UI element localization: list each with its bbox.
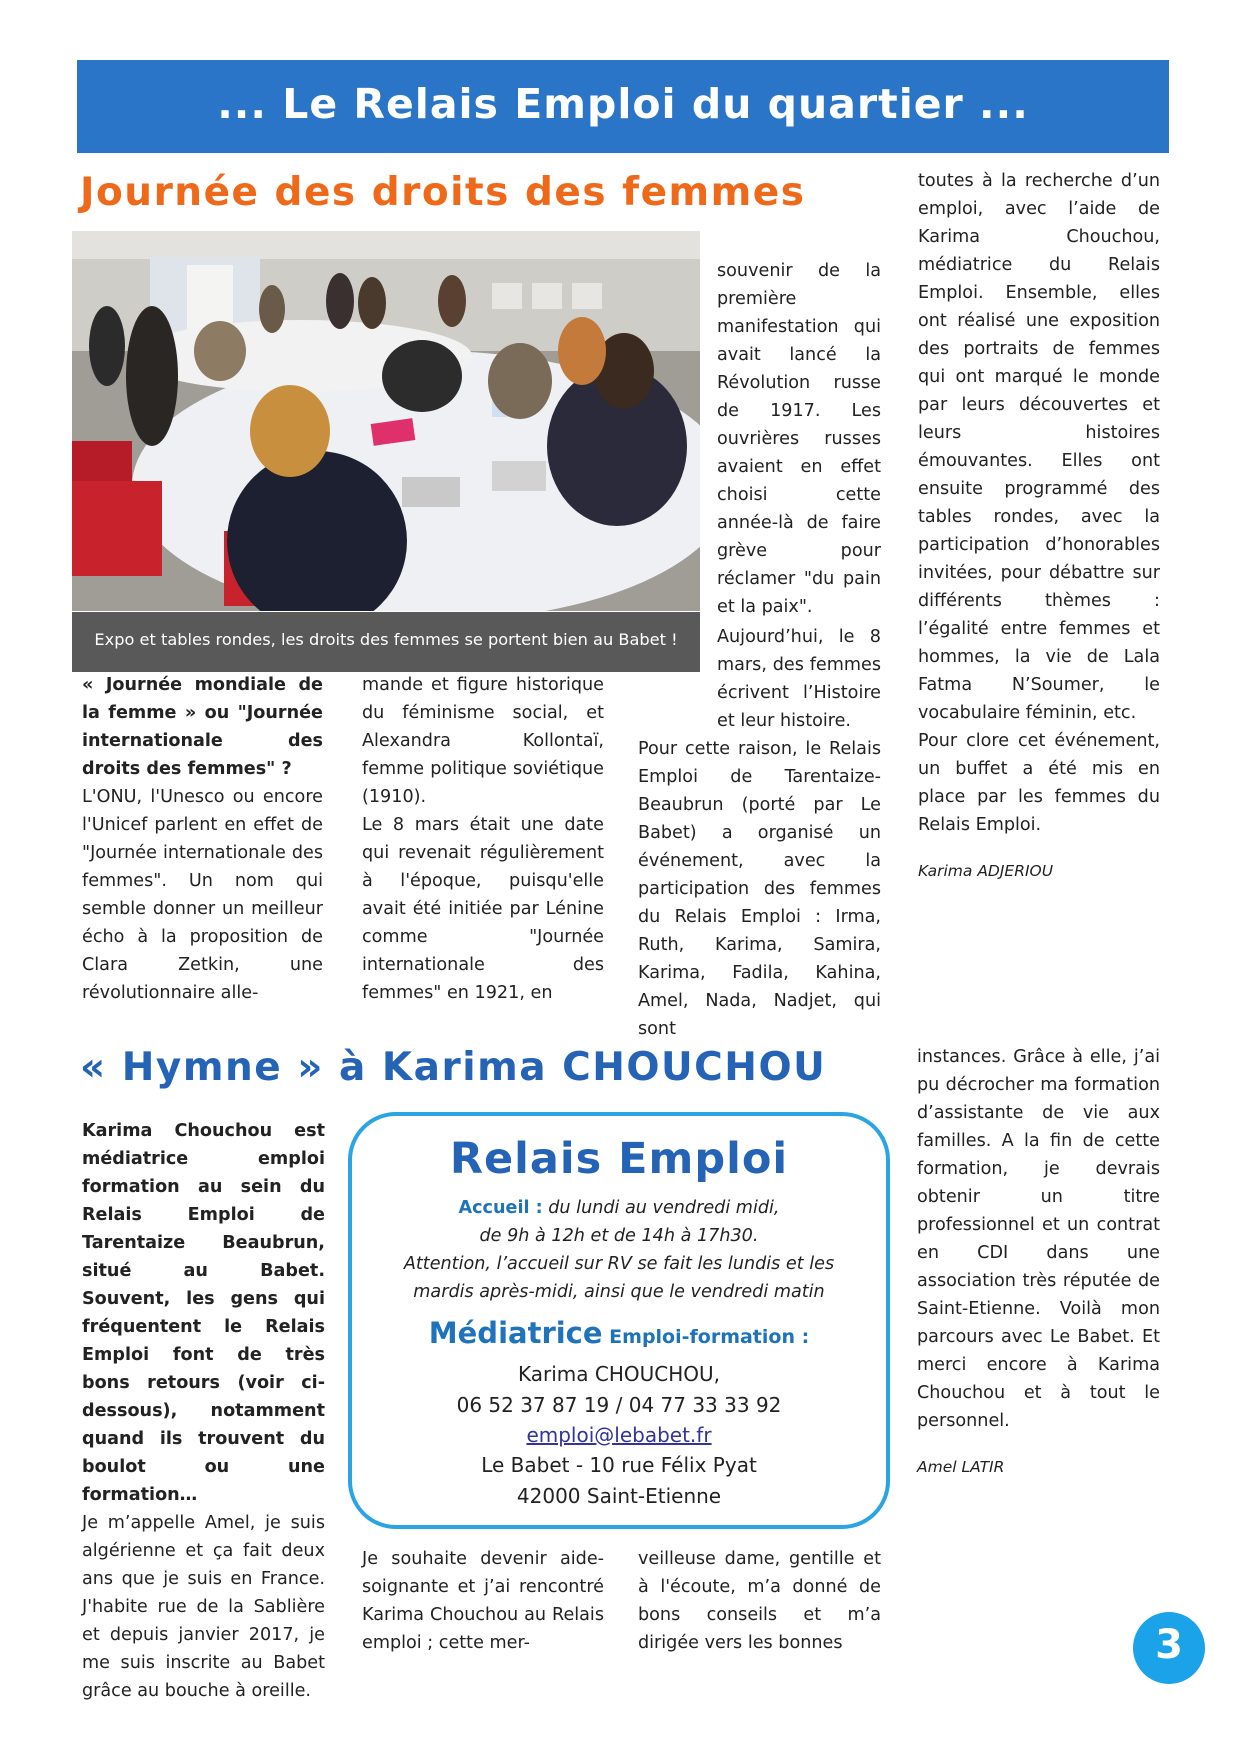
- photo-caption-text: Expo et tables rondes, les droits des femmes se portent bien au Babet !: [94, 630, 678, 649]
- article1-signature: Karima ADJERIOU: [918, 862, 1054, 880]
- article1-col3-top-text: souvenir de la première manifestation qui avait lancé la Révolution russe de 1917. Les ouvrières russes avaient en effet choisi cette année-là de faire grève pour réclamer "du pain et la paix".: [717, 261, 881, 617]
- article1-col2-p1: mande et figure historique du féminisme social, et Alexandra Kollontaï, femme politique soviétique (1910).: [362, 675, 604, 807]
- article1-col3-p2: Pour cette raison, le Relais Emploi de Tarentaize-Beaubrun (porté par Le Babet) a organisé un événement, avec la participation des femmes du Relais Emploi : Irma, Ruth, Karima, Samira, Karima, Fadila, Kahina, Amel, Nada, Nadjet, qui sont: [638, 739, 881, 1039]
- page-number: 3: [1155, 1622, 1183, 1668]
- contact-email-link[interactable]: emploi@lebabet.fr: [526, 1423, 712, 1447]
- article2-heading: « Hymne » à Karima CHOUCHOU: [80, 1045, 827, 1090]
- contact-box-phones: 06 52 37 87 19 / 04 77 33 33 92: [456, 1393, 782, 1417]
- contact-box-city: 42000 Saint-Etienne: [516, 1484, 722, 1508]
- article1-col1-intro: « Journée mondiale de la femme » ou "Journée internationale des droits des femmes" ?: [82, 675, 323, 779]
- article1-heading: Journée des droits des femmes: [80, 170, 806, 215]
- article1-col3-bottom: [638, 623, 881, 1043]
- article2-col1-text: Je m’appelle Amel, je suis algérienne et ça fait deux ans que je suis en France. J'habite rue de la Sablière et depuis janvier 2017, je me suis inscrite au Babet grâce au bouche à oreille.: [82, 1513, 325, 1701]
- banner-title: ... Le Relais Emploi du quartier ...: [217, 80, 1029, 128]
- article2-col1: [82, 1117, 325, 1705]
- contact-box-name: Karima CHOUCHOU,: [517, 1362, 721, 1386]
- article2-col3: [638, 1545, 881, 1657]
- page-number-badge: [1133, 1612, 1205, 1684]
- contact-box-attention-1: Attention, l’accueil sur RV se fait les lundis et les: [403, 1254, 835, 1274]
- article2-col2: [362, 1545, 604, 1657]
- article2-signature: Amel LATIR: [917, 1458, 1005, 1476]
- mediatrice-suffix: Emploi-formation :: [602, 1326, 810, 1348]
- article1-col4: [918, 167, 1160, 885]
- article1-col4-p1: toutes à la recherche d’un emploi, avec l’aide de Karima Chouchou, médiatrice du Relais Emploi. Ensemble, elles ont réalisé une exposition des portraits de femmes qui ont marqué le monde par leurs découvertes et leurs histoires émouvantes. Elles ont ensuite programmé des tables rondes, avec la participation d’honorables invitées, pour débattre sur différents thèmes : l’égalité entre femmes et hommes, la vie de Lala Fatma N’Soumer, le vocabulaire féminin, etc.: [918, 171, 1160, 723]
- article2-col4: [917, 1043, 1160, 1481]
- relais-emploi-contact-box: [348, 1112, 890, 1529]
- article1-col3-p1: Aujourd’hui, le 8 mars, des femmes écrivent l’Histoire et leur histoire.: [717, 627, 881, 731]
- article1-col2-p2: Le 8 mars était une date qui revenait régulièrement à l'époque, puisqu'elle avait été initiée par Lénine comme "Journée internationale des femmes" en 1921, en: [362, 815, 604, 1003]
- event-photo: [72, 231, 700, 611]
- contact-box-email-row: [352, 1423, 886, 1447]
- header-banner: [77, 60, 1169, 153]
- accueil-text: du lundi au vendredi midi,: [542, 1198, 780, 1218]
- article1-col3-top: [717, 257, 881, 621]
- contact-box-hours: de 9h à 12h et de 14h à 17h30.: [479, 1226, 759, 1246]
- article2-col4-text: instances. Grâce à elle, j’ai pu décrocher ma formation d’assistante de vie aux familles. A la fin de cette formation, je devrais obtenir un titre professionnel et un contrat en CDI dans une association très réputée de Saint-Etienne. Voilà mon parcours avec Le Babet. Et merci encore à Karima Chouchou et à tout le personnel.: [917, 1047, 1160, 1431]
- contact-box-mediatrice: [352, 1316, 886, 1350]
- contact-box-accueil: [352, 1198, 886, 1218]
- photo-caption: [72, 612, 700, 672]
- accueil-label: Accueil :: [458, 1198, 543, 1218]
- contact-box-attention-2: mardis après-midi, ainsi que le vendredi matin: [413, 1282, 825, 1302]
- contact-box-address: Le Babet - 10 rue Félix Pyat: [481, 1453, 757, 1477]
- contact-box-title: Relais Emploi: [449, 1134, 789, 1184]
- article2-col2-text: Je souhaite devenir aide-soignante et j’ai rencontré Karima Chouchou au Relais emploi ; cette mer-: [362, 1549, 604, 1653]
- mediatrice-label: Médiatrice: [428, 1316, 603, 1350]
- article1-col1: [82, 671, 323, 1007]
- article2-col1-intro: Karima Chouchou est médiatrice emploi formation au sein du Relais Emploi de Tarentaize Beaubrun, situé au Babet. Souvent, les gens qui fréquentent le Relais Emploi font de très bons retours (voir ci-dessous), notamment quand ils trouvent du boulot ou une formation…: [82, 1121, 325, 1505]
- article1-col2: [362, 671, 604, 1007]
- article1-col1-text: L'ONU, l'Unesco ou encore l'Unicef parlent en effet de "Journée internationale des femmes". Un nom qui semble donner un meilleur écho à la proposition de Clara Zetkin, une révolutionnaire alle-: [82, 787, 323, 1003]
- article2-col3-text: veilleuse dame, gentille et à l'écoute, m’a donné de bons conseils et m’a dirigée vers les bonnes: [638, 1549, 881, 1653]
- article1-col4-p2: Pour clore cet événement, un buffet a été mis en place par les femmes du Relais Emploi.: [918, 731, 1160, 835]
